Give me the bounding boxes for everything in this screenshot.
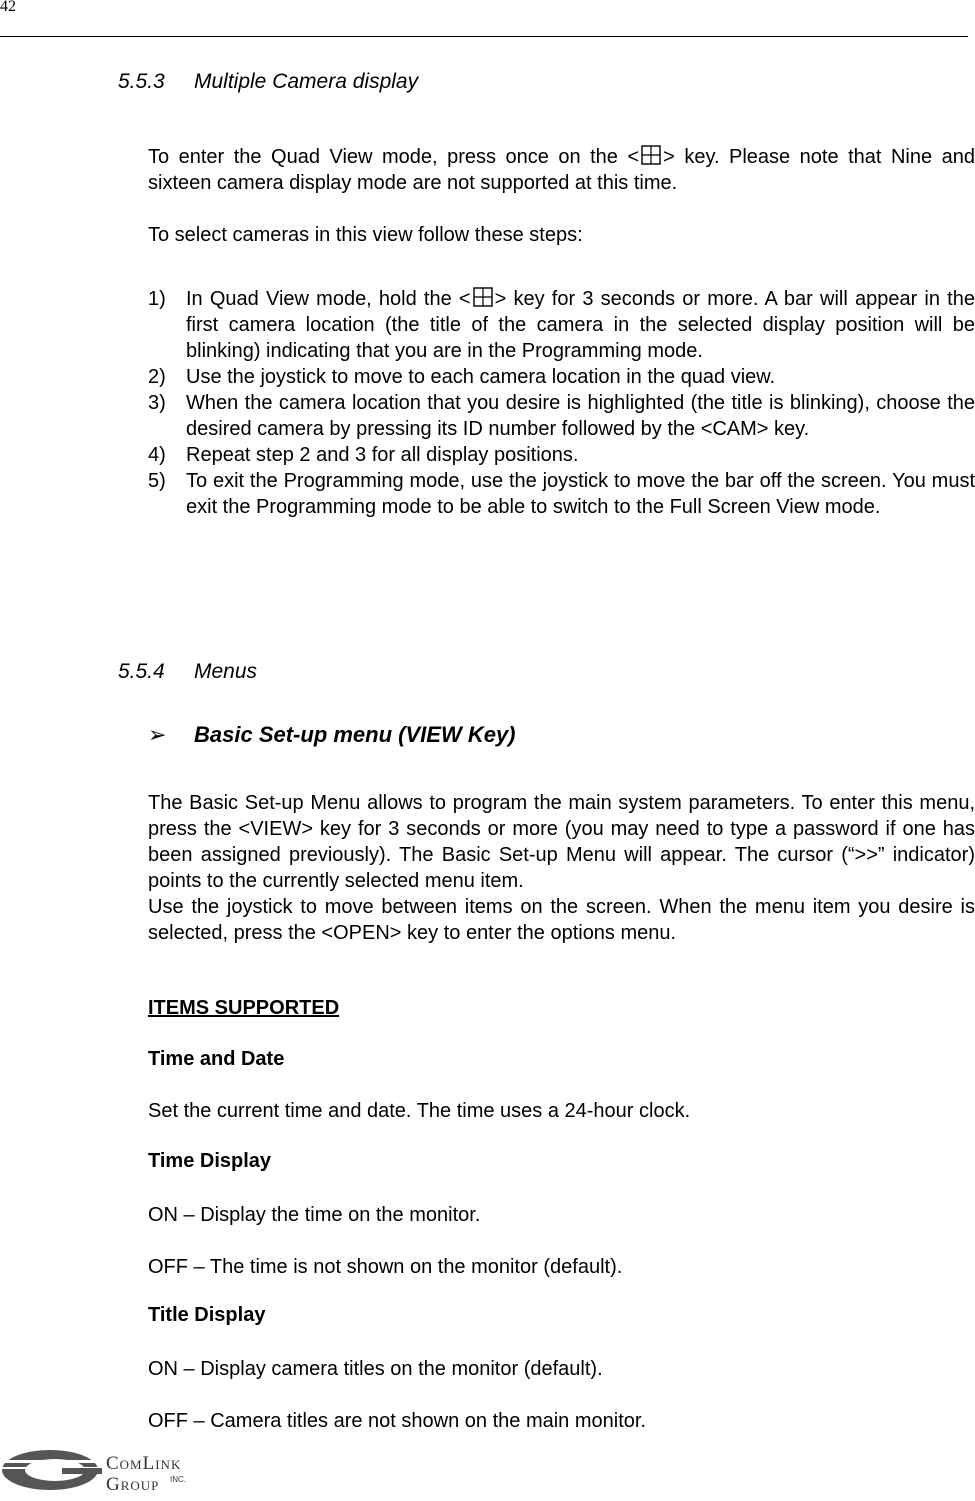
- title-display-heading: Title Display: [148, 1304, 266, 1326]
- logo-swoosh-icon: [0, 1440, 240, 1496]
- section-heading-554: [118, 660, 257, 684]
- intro-text-after: > key. Please note that Nine and sixteen camera display mode are not supported at this time.: [148, 146, 975, 194]
- logo-line1: ComLink: [106, 1453, 182, 1474]
- basic-setup-description: The Basic Set-up Menu allows to program the main system parameters. To enter this menu, press the <VIEW> key for 3 seconds or more (you may need to type a password if one has been assigned previously). The Basic Set-up Menu will appear. The cursor (“>>” indicator) points to the currently selected menu item.: [148, 792, 975, 892]
- time-display-off: OFF – The time is not shown on the monitor (default).: [148, 1256, 623, 1278]
- step-number: 5): [148, 470, 166, 492]
- logo-suffix: INC.: [170, 1475, 186, 1484]
- header-rule: [0, 36, 968, 37]
- step-text: Repeat step 2 and 3 for all display positions.: [186, 444, 579, 466]
- intro-text-before: To enter the Quad View mode, press once on the <: [148, 146, 640, 168]
- list-item: [148, 442, 975, 468]
- time-and-date-heading: Time and Date: [148, 1048, 285, 1070]
- arrow-bullet-icon: ➢: [148, 722, 167, 747]
- list-item: [148, 390, 975, 442]
- step-text: In Quad View mode, hold the <: [186, 288, 471, 310]
- title-display-on: ON – Display camera titles on the monitor (default).: [148, 1358, 603, 1380]
- quad-view-key-icon: [641, 145, 661, 165]
- page-number: 42: [0, 0, 16, 15]
- section-title: Menus: [194, 660, 258, 683]
- step-text: To exit the Programming mode, use the joystick to move the bar off the screen. You must exit the Programming mode to be able to switch to the Full Screen View mode.: [186, 470, 975, 518]
- title-display-off: OFF – Camera titles are not shown on the main monitor.: [148, 1410, 646, 1432]
- quad-view-key-icon: [473, 287, 493, 307]
- time-display-on: ON – Display the time on the monitor.: [148, 1204, 481, 1226]
- steps-intro: To select cameras in this view follow these steps:: [148, 224, 583, 246]
- time-and-date-text: Set the current time and date. The time uses a 24-hour clock.: [148, 1100, 691, 1122]
- quad-view-intro: [148, 144, 975, 196]
- list-item: [148, 364, 975, 390]
- items-supported-heading: ITEMS SUPPORTED: [148, 997, 340, 1019]
- comlink-group-logo: [0, 1440, 240, 1496]
- list-item: [148, 286, 975, 364]
- list-item: [148, 468, 975, 520]
- section-number: 5.5.3: [118, 70, 165, 93]
- section-heading-553: [118, 70, 418, 94]
- step-number: 1): [148, 288, 166, 310]
- section-title: Multiple Camera display: [194, 70, 419, 93]
- step-text: When the camera location that you desire is highlighted (the title is blinking), choose the desired camera by pressing its ID number followed by the <CAM> key.: [186, 392, 975, 440]
- basic-setup-title: Basic Set-up menu (VIEW Key): [194, 722, 516, 747]
- basic-setup-heading: [148, 722, 516, 748]
- joystick-instructions: Use the joystick to move between items on the screen. When the menu item you desire is selected, press the <OPEN> key to enter the options menu.: [148, 896, 975, 944]
- step-number: 4): [148, 444, 166, 466]
- step-number: 3): [148, 392, 166, 414]
- time-display-heading: Time Display: [148, 1150, 272, 1172]
- logo-line2: Group: [106, 1474, 160, 1495]
- step-number: 2): [148, 366, 166, 388]
- steps-list: [148, 286, 975, 520]
- step-text: > key for 3 seconds or more. A bar will appear in the first camera location (the title of the camera in the selected display position will be blinking) indicating that you are in the Programming mode.: [186, 288, 975, 362]
- step-text: Use the joystick to move to each camera location in the quad view.: [186, 366, 776, 388]
- section-number: 5.5.4: [118, 660, 165, 683]
